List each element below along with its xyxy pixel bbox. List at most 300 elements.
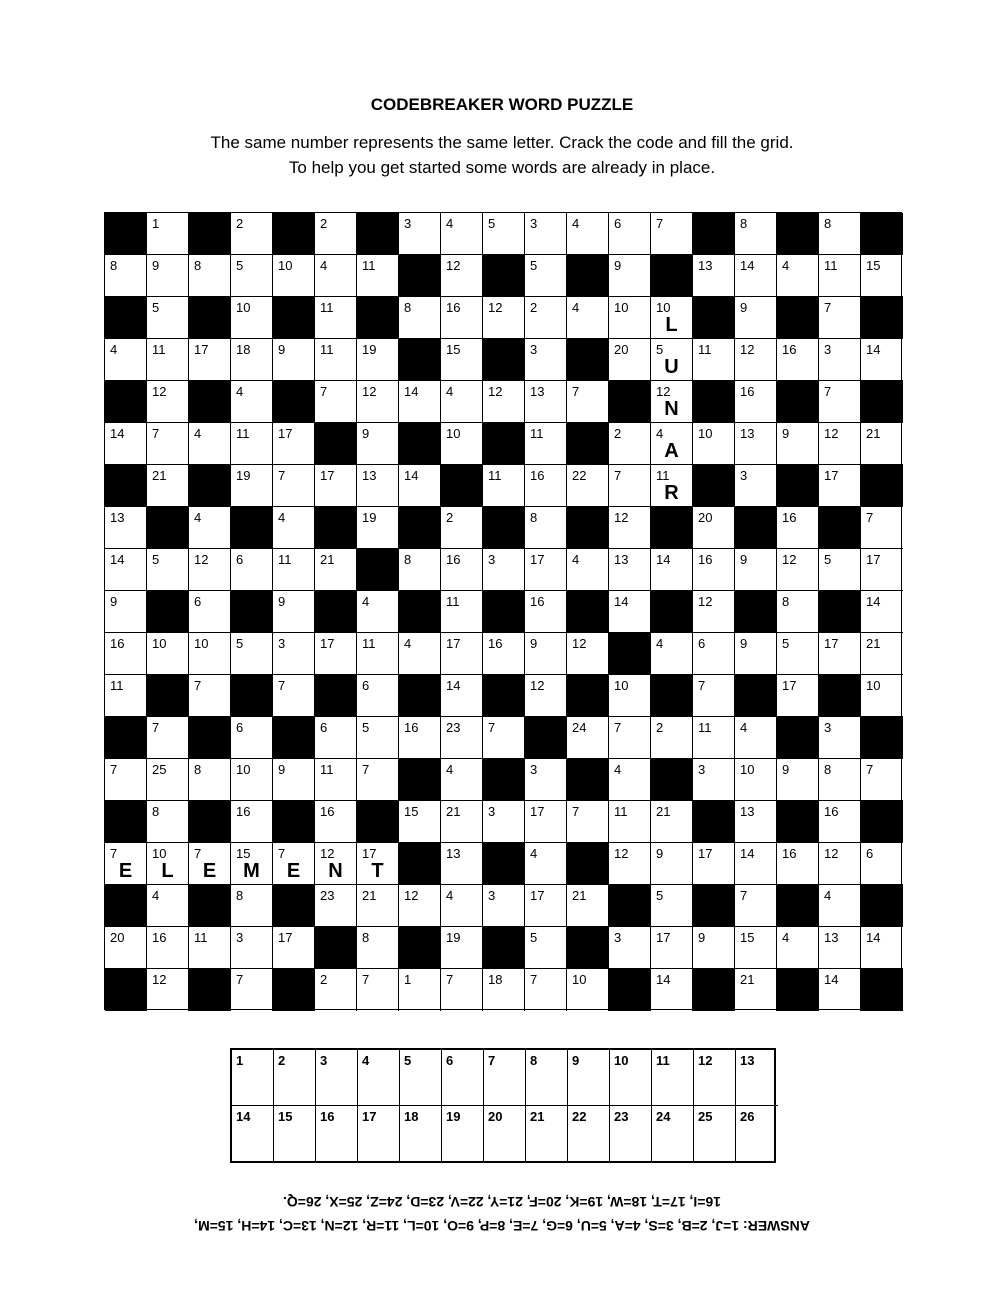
grid-cell[interactable] xyxy=(609,759,651,801)
grid-cell[interactable] xyxy=(441,381,483,423)
grid-cell[interactable] xyxy=(399,381,441,423)
grid-cell[interactable] xyxy=(273,507,315,549)
grid-cell[interactable] xyxy=(231,339,273,381)
grid-cell[interactable] xyxy=(231,549,273,591)
grid-cell[interactable] xyxy=(231,843,273,885)
black-square xyxy=(861,465,903,507)
grid-cell[interactable] xyxy=(777,507,819,549)
grid-cell[interactable] xyxy=(777,423,819,465)
grid-cell[interactable] xyxy=(861,255,903,297)
grid-cell[interactable] xyxy=(651,297,693,339)
grid-cell[interactable] xyxy=(105,633,147,675)
grid-cell[interactable] xyxy=(525,843,567,885)
key-cell[interactable] xyxy=(400,1050,442,1106)
cell-number: 7 xyxy=(698,678,706,693)
grid-cell[interactable] xyxy=(861,591,903,633)
grid-cell[interactable] xyxy=(189,759,231,801)
grid-cell[interactable] xyxy=(273,675,315,717)
grid-cell[interactable] xyxy=(861,549,903,591)
grid-cell[interactable] xyxy=(483,381,525,423)
key-cell[interactable] xyxy=(484,1106,526,1162)
key-cell[interactable] xyxy=(610,1050,652,1106)
grid-cell[interactable] xyxy=(357,255,399,297)
grid-cell[interactable] xyxy=(315,969,357,1011)
grid-cell[interactable] xyxy=(567,633,609,675)
grid-cell[interactable] xyxy=(147,801,189,843)
grid-cell[interactable] xyxy=(231,423,273,465)
grid-cell[interactable] xyxy=(483,549,525,591)
grid-cell[interactable] xyxy=(483,465,525,507)
grid-cell[interactable] xyxy=(315,885,357,927)
grid-cell[interactable] xyxy=(483,885,525,927)
grid-cell[interactable] xyxy=(609,213,651,255)
grid-cell[interactable] xyxy=(735,213,777,255)
grid-cell[interactable] xyxy=(651,717,693,759)
grid-cell[interactable] xyxy=(609,927,651,969)
grid-cell[interactable] xyxy=(609,423,651,465)
grid-cell[interactable] xyxy=(735,801,777,843)
grid-cell[interactable] xyxy=(441,717,483,759)
grid-cell[interactable] xyxy=(315,213,357,255)
grid-cell[interactable] xyxy=(273,465,315,507)
grid-cell[interactable] xyxy=(315,801,357,843)
grid-cell[interactable] xyxy=(357,927,399,969)
grid-cell[interactable] xyxy=(357,969,399,1011)
grid-cell[interactable] xyxy=(189,591,231,633)
grid-cell[interactable] xyxy=(861,759,903,801)
grid-cell[interactable] xyxy=(231,465,273,507)
grid-cell[interactable] xyxy=(357,843,399,885)
grid-cell[interactable] xyxy=(735,633,777,675)
grid-cell[interactable] xyxy=(231,759,273,801)
grid-cell[interactable] xyxy=(861,675,903,717)
grid-cell[interactable] xyxy=(147,381,189,423)
key-cell[interactable] xyxy=(316,1106,358,1162)
key-cell[interactable] xyxy=(484,1050,526,1106)
grid-cell[interactable] xyxy=(609,507,651,549)
grid-cell[interactable] xyxy=(609,339,651,381)
grid-cell[interactable] xyxy=(315,717,357,759)
grid-cell[interactable] xyxy=(105,255,147,297)
grid-cell[interactable] xyxy=(357,465,399,507)
grid-cell[interactable] xyxy=(525,507,567,549)
cell-number: 13 xyxy=(446,846,461,861)
grid-cell[interactable] xyxy=(357,423,399,465)
grid-cell[interactable] xyxy=(861,507,903,549)
grid-cell[interactable] xyxy=(525,549,567,591)
key-cell[interactable] xyxy=(568,1106,610,1162)
cell-number: 6 xyxy=(320,720,328,735)
grid-cell[interactable] xyxy=(777,591,819,633)
grid-cell[interactable] xyxy=(525,675,567,717)
grid-cell[interactable] xyxy=(441,339,483,381)
key-cell[interactable] xyxy=(358,1050,400,1106)
grid-cell[interactable] xyxy=(651,969,693,1011)
grid-cell[interactable] xyxy=(399,549,441,591)
grid-cell[interactable] xyxy=(441,297,483,339)
grid-cell[interactable] xyxy=(525,633,567,675)
grid-cell[interactable] xyxy=(231,969,273,1011)
key-cell[interactable] xyxy=(442,1106,484,1162)
grid-cell[interactable] xyxy=(525,255,567,297)
grid-cell[interactable] xyxy=(189,549,231,591)
grid-cell[interactable] xyxy=(609,255,651,297)
grid-cell[interactable] xyxy=(735,465,777,507)
grid-cell[interactable] xyxy=(525,381,567,423)
grid-cell[interactable] xyxy=(357,759,399,801)
grid-cell[interactable] xyxy=(651,381,693,423)
black-square xyxy=(777,297,819,339)
grid-cell[interactable] xyxy=(357,507,399,549)
grid-cell[interactable] xyxy=(693,549,735,591)
grid-cell[interactable] xyxy=(147,717,189,759)
grid-cell[interactable] xyxy=(525,423,567,465)
cell-number: 11 xyxy=(530,426,544,441)
grid-cell[interactable] xyxy=(189,507,231,549)
grid-cell[interactable] xyxy=(273,843,315,885)
grid-cell[interactable] xyxy=(231,213,273,255)
grid-cell[interactable] xyxy=(819,969,861,1011)
grid-cell[interactable] xyxy=(357,339,399,381)
grid-cell[interactable] xyxy=(357,675,399,717)
grid-cell[interactable] xyxy=(315,297,357,339)
black-square xyxy=(105,381,147,423)
grid-cell[interactable] xyxy=(651,801,693,843)
key-cell[interactable] xyxy=(736,1106,778,1162)
grid-cell[interactable] xyxy=(567,213,609,255)
grid-cell[interactable] xyxy=(189,633,231,675)
grid-cell[interactable] xyxy=(147,885,189,927)
grid-cell[interactable] xyxy=(105,507,147,549)
grid-cell[interactable] xyxy=(399,633,441,675)
grid-cell[interactable] xyxy=(483,213,525,255)
cell-number: 16 xyxy=(782,510,797,525)
grid-cell[interactable] xyxy=(273,423,315,465)
grid-cell[interactable] xyxy=(609,717,651,759)
grid-cell[interactable] xyxy=(819,927,861,969)
key-cell[interactable] xyxy=(526,1106,568,1162)
grid-cell[interactable] xyxy=(651,633,693,675)
grid-cell[interactable] xyxy=(273,339,315,381)
grid-cell[interactable] xyxy=(441,801,483,843)
key-cell[interactable] xyxy=(652,1106,694,1162)
grid-cell[interactable] xyxy=(315,255,357,297)
grid-cell[interactable] xyxy=(819,465,861,507)
grid-cell[interactable] xyxy=(315,381,357,423)
key-cell[interactable] xyxy=(274,1106,316,1162)
grid-cell[interactable] xyxy=(399,801,441,843)
grid-cell[interactable] xyxy=(777,255,819,297)
grid-cell[interactable] xyxy=(861,927,903,969)
grid-cell[interactable] xyxy=(567,381,609,423)
grid-cell[interactable] xyxy=(147,549,189,591)
grid-cell[interactable] xyxy=(861,423,903,465)
grid-cell[interactable] xyxy=(273,591,315,633)
grid-cell[interactable] xyxy=(861,843,903,885)
grid-cell[interactable] xyxy=(147,339,189,381)
grid-cell[interactable] xyxy=(735,339,777,381)
grid-cell[interactable] xyxy=(819,759,861,801)
grid-cell[interactable] xyxy=(819,423,861,465)
grid-cell[interactable] xyxy=(441,549,483,591)
grid-cell[interactable] xyxy=(273,255,315,297)
grid-cell[interactable] xyxy=(735,843,777,885)
grid-cell[interactable] xyxy=(777,339,819,381)
grid-cell[interactable] xyxy=(525,885,567,927)
grid-cell[interactable] xyxy=(651,549,693,591)
key-cell[interactable] xyxy=(526,1050,568,1106)
grid-cell[interactable] xyxy=(357,717,399,759)
grid-cell[interactable] xyxy=(441,927,483,969)
grid-cell[interactable] xyxy=(105,927,147,969)
grid-cell[interactable] xyxy=(609,297,651,339)
grid-cell[interactable] xyxy=(567,801,609,843)
key-cell[interactable] xyxy=(358,1106,400,1162)
grid-cell[interactable] xyxy=(693,675,735,717)
grid-cell[interactable] xyxy=(735,759,777,801)
grid-cell[interactable] xyxy=(483,969,525,1011)
grid-cell[interactable] xyxy=(735,381,777,423)
grid-cell[interactable] xyxy=(651,213,693,255)
grid-cell[interactable] xyxy=(819,801,861,843)
grid-cell[interactable] xyxy=(147,633,189,675)
grid-cell[interactable] xyxy=(483,801,525,843)
grid-cell[interactable] xyxy=(609,801,651,843)
grid-cell[interactable] xyxy=(189,423,231,465)
grid-cell[interactable] xyxy=(609,549,651,591)
grid-cell[interactable] xyxy=(105,843,147,885)
grid-cell[interactable] xyxy=(189,927,231,969)
key-cell[interactable] xyxy=(652,1050,694,1106)
grid-cell[interactable] xyxy=(819,255,861,297)
grid-cell[interactable] xyxy=(273,927,315,969)
grid-cell[interactable] xyxy=(693,255,735,297)
grid-cell[interactable] xyxy=(105,675,147,717)
key-cell[interactable] xyxy=(610,1106,652,1162)
grid-cell[interactable] xyxy=(441,423,483,465)
grid-cell[interactable] xyxy=(819,381,861,423)
grid-cell[interactable] xyxy=(861,339,903,381)
grid-cell[interactable] xyxy=(399,717,441,759)
black-square xyxy=(861,801,903,843)
key-cell[interactable] xyxy=(694,1050,736,1106)
grid-cell[interactable] xyxy=(147,297,189,339)
grid-cell[interactable] xyxy=(735,423,777,465)
cell-number: 16 xyxy=(446,300,461,315)
key-cell[interactable] xyxy=(232,1106,274,1162)
grid-cell[interactable] xyxy=(147,465,189,507)
grid-cell[interactable] xyxy=(441,633,483,675)
grid-cell[interactable] xyxy=(105,339,147,381)
grid-cell[interactable] xyxy=(861,633,903,675)
grid-cell[interactable] xyxy=(525,465,567,507)
cell-letter: R xyxy=(664,482,679,504)
grid-cell[interactable] xyxy=(273,759,315,801)
grid-cell[interactable] xyxy=(189,255,231,297)
cell-letter: L xyxy=(665,314,678,336)
grid-cell[interactable] xyxy=(441,843,483,885)
grid-cell[interactable] xyxy=(231,885,273,927)
grid-cell[interactable] xyxy=(231,927,273,969)
grid-cell[interactable] xyxy=(735,297,777,339)
grid-cell[interactable] xyxy=(609,675,651,717)
black-square xyxy=(483,927,525,969)
grid-cell[interactable] xyxy=(315,759,357,801)
grid-cell[interactable] xyxy=(315,339,357,381)
cell-number: 11 xyxy=(614,804,628,819)
grid-cell[interactable] xyxy=(315,633,357,675)
grid-cell[interactable] xyxy=(609,591,651,633)
grid-cell[interactable] xyxy=(651,927,693,969)
cell-number: 2 xyxy=(320,216,328,231)
grid-cell[interactable] xyxy=(693,633,735,675)
grid-cell[interactable] xyxy=(819,213,861,255)
grid-cell[interactable] xyxy=(315,843,357,885)
black-square xyxy=(483,843,525,885)
grid-cell[interactable] xyxy=(777,549,819,591)
key-cell[interactable] xyxy=(442,1050,484,1106)
grid-cell[interactable] xyxy=(441,507,483,549)
grid-cell[interactable] xyxy=(105,549,147,591)
grid-cell[interactable] xyxy=(693,591,735,633)
cell-number: 7 xyxy=(110,762,118,777)
grid-cell[interactable] xyxy=(525,759,567,801)
key-cell[interactable] xyxy=(316,1050,358,1106)
grid-cell[interactable] xyxy=(651,843,693,885)
grid-cell[interactable] xyxy=(525,297,567,339)
grid-cell[interactable] xyxy=(147,423,189,465)
grid-cell[interactable] xyxy=(189,843,231,885)
grid-cell[interactable] xyxy=(525,969,567,1011)
grid-cell[interactable] xyxy=(231,255,273,297)
grid-cell[interactable] xyxy=(147,927,189,969)
grid-cell[interactable] xyxy=(399,969,441,1011)
grid-cell[interactable] xyxy=(609,843,651,885)
grid-cell[interactable] xyxy=(441,255,483,297)
grid-cell[interactable] xyxy=(777,675,819,717)
grid-cell[interactable] xyxy=(231,633,273,675)
grid-cell[interactable] xyxy=(399,465,441,507)
grid-cell[interactable] xyxy=(147,969,189,1011)
key-cell[interactable] xyxy=(694,1106,736,1162)
grid-cell[interactable] xyxy=(357,885,399,927)
grid-cell[interactable] xyxy=(105,759,147,801)
grid-cell[interactable] xyxy=(315,549,357,591)
grid-cell[interactable] xyxy=(273,633,315,675)
grid-cell[interactable] xyxy=(735,255,777,297)
grid-cell[interactable] xyxy=(441,213,483,255)
grid-cell[interactable] xyxy=(609,465,651,507)
grid-cell[interactable] xyxy=(441,885,483,927)
grid-cell[interactable] xyxy=(693,423,735,465)
grid-cell[interactable] xyxy=(147,843,189,885)
grid-cell[interactable] xyxy=(651,423,693,465)
grid-cell[interactable] xyxy=(819,843,861,885)
grid-cell[interactable] xyxy=(147,759,189,801)
grid-cell[interactable] xyxy=(567,549,609,591)
grid-cell[interactable] xyxy=(483,297,525,339)
grid-cell[interactable] xyxy=(693,339,735,381)
grid-cell[interactable] xyxy=(567,969,609,1011)
grid-cell[interactable] xyxy=(483,717,525,759)
grid-cell[interactable] xyxy=(735,969,777,1011)
grid-cell[interactable] xyxy=(231,717,273,759)
grid-cell[interactable] xyxy=(693,927,735,969)
grid-cell[interactable] xyxy=(399,297,441,339)
grid-cell[interactable] xyxy=(567,717,609,759)
grid-cell[interactable] xyxy=(189,675,231,717)
grid-cell[interactable] xyxy=(819,717,861,759)
grid-cell[interactable] xyxy=(189,339,231,381)
grid-cell[interactable] xyxy=(819,885,861,927)
grid-cell[interactable] xyxy=(147,255,189,297)
grid-cell[interactable] xyxy=(525,591,567,633)
grid-cell[interactable] xyxy=(525,927,567,969)
grid-cell[interactable] xyxy=(651,339,693,381)
grid-cell[interactable] xyxy=(735,885,777,927)
grid-cell[interactable] xyxy=(357,381,399,423)
grid-cell[interactable] xyxy=(357,591,399,633)
grid-cell[interactable] xyxy=(147,213,189,255)
key-cell[interactable] xyxy=(232,1050,274,1106)
grid-cell[interactable] xyxy=(525,339,567,381)
grid-cell[interactable] xyxy=(735,549,777,591)
grid-cell[interactable] xyxy=(315,465,357,507)
grid-cell[interactable] xyxy=(735,717,777,759)
grid-cell[interactable] xyxy=(819,549,861,591)
grid-cell[interactable] xyxy=(525,213,567,255)
grid-cell[interactable] xyxy=(777,843,819,885)
grid-cell[interactable] xyxy=(441,675,483,717)
grid-cell[interactable] xyxy=(399,213,441,255)
grid-cell[interactable] xyxy=(651,465,693,507)
key-cell[interactable] xyxy=(400,1106,442,1162)
grid-cell[interactable] xyxy=(693,507,735,549)
grid-cell[interactable] xyxy=(441,591,483,633)
grid-cell[interactable] xyxy=(693,843,735,885)
grid-cell[interactable] xyxy=(777,759,819,801)
grid-cell[interactable] xyxy=(819,633,861,675)
key-cell[interactable] xyxy=(736,1050,778,1106)
grid-cell[interactable] xyxy=(483,633,525,675)
grid-cell[interactable] xyxy=(819,339,861,381)
grid-cell[interactable] xyxy=(441,759,483,801)
grid-cell[interactable] xyxy=(693,717,735,759)
grid-cell[interactable] xyxy=(693,759,735,801)
grid-cell[interactable] xyxy=(777,927,819,969)
grid-cell[interactable] xyxy=(567,297,609,339)
grid-cell[interactable] xyxy=(105,591,147,633)
grid-cell[interactable] xyxy=(231,297,273,339)
grid-cell[interactable] xyxy=(105,423,147,465)
grid-cell[interactable] xyxy=(441,969,483,1011)
grid-cell[interactable] xyxy=(777,633,819,675)
grid-cell[interactable] xyxy=(231,381,273,423)
grid-cell[interactable] xyxy=(273,549,315,591)
grid-cell[interactable] xyxy=(399,885,441,927)
grid-cell[interactable] xyxy=(567,465,609,507)
key-cell[interactable] xyxy=(274,1050,316,1106)
grid-cell[interactable] xyxy=(357,633,399,675)
grid-cell[interactable] xyxy=(735,927,777,969)
key-cell[interactable] xyxy=(568,1050,610,1106)
grid-cell[interactable] xyxy=(567,885,609,927)
grid-cell[interactable] xyxy=(819,297,861,339)
grid-cell[interactable] xyxy=(231,801,273,843)
black-square xyxy=(231,507,273,549)
grid-cell[interactable] xyxy=(651,885,693,927)
grid-cell[interactable] xyxy=(525,801,567,843)
